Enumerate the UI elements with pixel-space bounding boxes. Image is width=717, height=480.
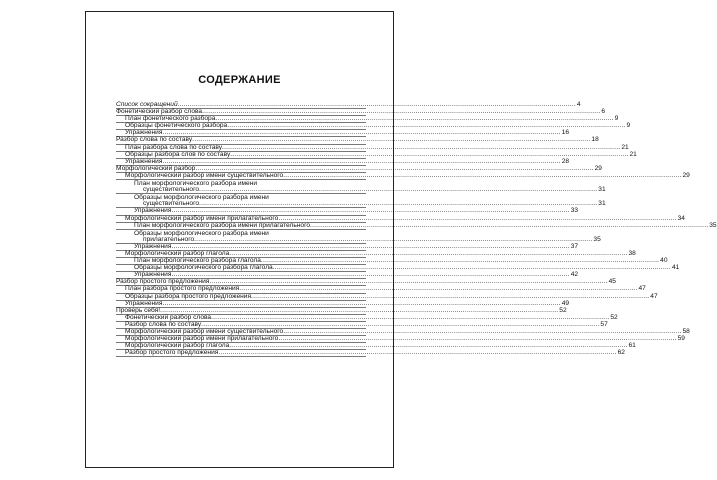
- toc-entry-title: существительного: [143, 200, 200, 208]
- toc-entry-title: Морфологический разбор глагола: [125, 249, 230, 257]
- toc-entry-page: 42: [570, 271, 579, 279]
- toc-leader-dots: [229, 342, 627, 349]
- toc-entry-page: 16: [561, 129, 570, 137]
- toc-entry-page: 49: [561, 299, 570, 307]
- toc-entry-title: План морфологического разбора глагола: [134, 257, 261, 265]
- toc-entry-page: 35: [593, 235, 601, 243]
- toc-entry-title: План фонетического разбора: [125, 115, 216, 123]
- toc-entry-page: 57: [600, 320, 608, 328]
- toc-leader-dots: [211, 314, 609, 321]
- toc-entry-title: Морфологический разбор имени существительного: [125, 328, 284, 335]
- toc-leader-dots: [160, 307, 558, 314]
- toc-leader-dots: [201, 321, 599, 328]
- toc-entry-page: 28: [561, 157, 570, 165]
- toc-entry-title: Проверь себя!: [116, 306, 161, 314]
- toc-leader-dots: [162, 129, 560, 136]
- toc-leader-dots: [278, 215, 676, 222]
- toc-leader-dots: [278, 335, 676, 342]
- toc-entry-page: 21: [621, 143, 629, 151]
- toc-entry-title: прилагательного: [143, 235, 195, 243]
- toc-entry-title: Образцы морфологического разбора имени: [134, 194, 269, 202]
- toc-entry-title: Упражнения: [125, 299, 163, 307]
- toc-entry-page: 4: [576, 101, 581, 108]
- toc-entry-title: План морфологического разбора имени: [134, 180, 258, 188]
- toc-entry-page: 31: [598, 186, 606, 194]
- toc-leader-dots: [194, 236, 592, 243]
- toc-entry-page: 29: [682, 171, 690, 179]
- toc-leader-dots: [162, 158, 560, 165]
- toc-entry: [116, 221, 717, 230]
- toc-leader-dots: [227, 122, 625, 129]
- toc-entry-title: Список сокращений: [116, 101, 178, 108]
- toc-entry-title: Морфологический разбор имени существительного: [125, 171, 284, 179]
- toc-leader-dots: [192, 136, 590, 143]
- toc-entry-page: 9: [614, 115, 619, 123]
- toc-entry-page: 47: [638, 285, 646, 293]
- toc-entry-title: План разбора слова по составу: [125, 143, 223, 151]
- toc-entry-title: Разбор простого предложения: [116, 278, 210, 286]
- toc-entry-title: Фонетический разбор слова: [116, 108, 203, 116]
- toc-entry-page: 47: [650, 292, 658, 300]
- toc-entry-page: 6: [601, 108, 606, 116]
- toc-leader-dots: [310, 222, 708, 229]
- table-of-contents: [116, 101, 717, 357]
- toc-leader-dots: [273, 264, 671, 271]
- toc-leader-dots: [178, 101, 576, 108]
- toc-entry-title: Упражнения: [134, 242, 172, 250]
- toc-entry-page: 61: [628, 342, 636, 350]
- toc-entry-page: 37: [570, 242, 579, 250]
- toc-leader-dots: [239, 285, 637, 292]
- toc-entry-title: Упражнения: [134, 271, 172, 279]
- toc-entry-title: Образцы фонетического разбора: [125, 122, 228, 130]
- toc-leader-dots: [215, 115, 613, 122]
- toc-leader-dots: [202, 108, 600, 115]
- toc-leader-dots: [283, 328, 681, 335]
- toc-leader-dots: [261, 257, 659, 264]
- toc-entry-title: Разбор простого предложения: [125, 349, 219, 357]
- toc-entry-title: Морфологический разбор имени прилагательного: [125, 214, 279, 222]
- toc-leader-dots: [230, 151, 628, 158]
- toc-entry-title: Морфологический разбор имени прилагательного: [125, 335, 279, 343]
- toc-entry-page: 52: [559, 306, 567, 314]
- toc-entry-title: План разбора простого предложения: [125, 285, 240, 293]
- toc-leader-dots: [199, 200, 597, 207]
- toc-entry-page: 38: [628, 249, 636, 257]
- toc-entry-title: Морфологический разбор глагола: [125, 342, 230, 350]
- toc-entry-title: Разбор слова по составу: [125, 320, 202, 328]
- toc-entry-page: 29: [594, 164, 602, 172]
- toc-leader-dots: [283, 172, 681, 179]
- toc-entry-title: Образцы морфологического разбора глагола: [134, 264, 273, 272]
- toc-entry-page: 58: [682, 328, 690, 335]
- toc-leader-dots: [229, 250, 627, 257]
- toc-entry-page: 45: [608, 278, 616, 286]
- toc-leader-dots: [162, 300, 560, 307]
- toc-entry-page: 34: [677, 214, 685, 222]
- toc-entry-page: 33: [570, 207, 579, 215]
- toc-leader-dots: [171, 271, 569, 278]
- toc-entry-title: Упражнения: [125, 157, 163, 165]
- toc-entry-title: Упражнения: [125, 129, 163, 137]
- toc-entry-title: существительного: [143, 186, 200, 194]
- toc-leader-dots: [251, 293, 649, 300]
- toc-entry-title: Образцы разбора простого предложения: [125, 292, 252, 300]
- toc-entry-page: 41: [671, 264, 680, 272]
- toc-entry-page: 9: [626, 122, 631, 130]
- toc-leader-dots: [195, 165, 593, 172]
- toc-entry-page: 40: [660, 257, 668, 265]
- toc-entry-title: Упражнения: [134, 207, 172, 215]
- toc-entry-page: 62: [617, 349, 625, 357]
- toc-leader-dots: [218, 349, 616, 356]
- toc-entry-page: 59: [677, 335, 685, 343]
- toc-entry: [116, 349, 625, 357]
- toc-leader-dots: [171, 207, 569, 214]
- toc-leader-dots: [222, 144, 620, 151]
- toc-entry-page: 31: [598, 200, 606, 208]
- page-title: СОДЕРЖАНИЕ: [198, 74, 281, 86]
- toc-entry-title: Фонетический разбор слова: [125, 313, 212, 321]
- toc-leader-dots: [199, 186, 597, 193]
- toc-entry-page: 18: [591, 136, 599, 144]
- toc-entry-page: 52: [610, 313, 618, 321]
- toc-entry-title: Морфологический разбор: [116, 164, 196, 172]
- toc-entry-page: 35: [709, 221, 717, 229]
- toc-entry-title: Образцы морфологического разбора имени: [134, 229, 269, 237]
- toc-entry-title: План морфологического разбора имени прилагательного: [134, 221, 310, 229]
- toc-leader-dots: [171, 243, 569, 250]
- toc-entry-title: Разбор слова по составу: [116, 136, 193, 144]
- toc-entry-title: Образцы разбора слов по составу: [125, 150, 231, 158]
- toc-leader-dots: [209, 278, 607, 285]
- toc-entry-page: 21: [629, 150, 637, 158]
- book-page: [85, 11, 717, 468]
- toc-entry: [116, 171, 690, 180]
